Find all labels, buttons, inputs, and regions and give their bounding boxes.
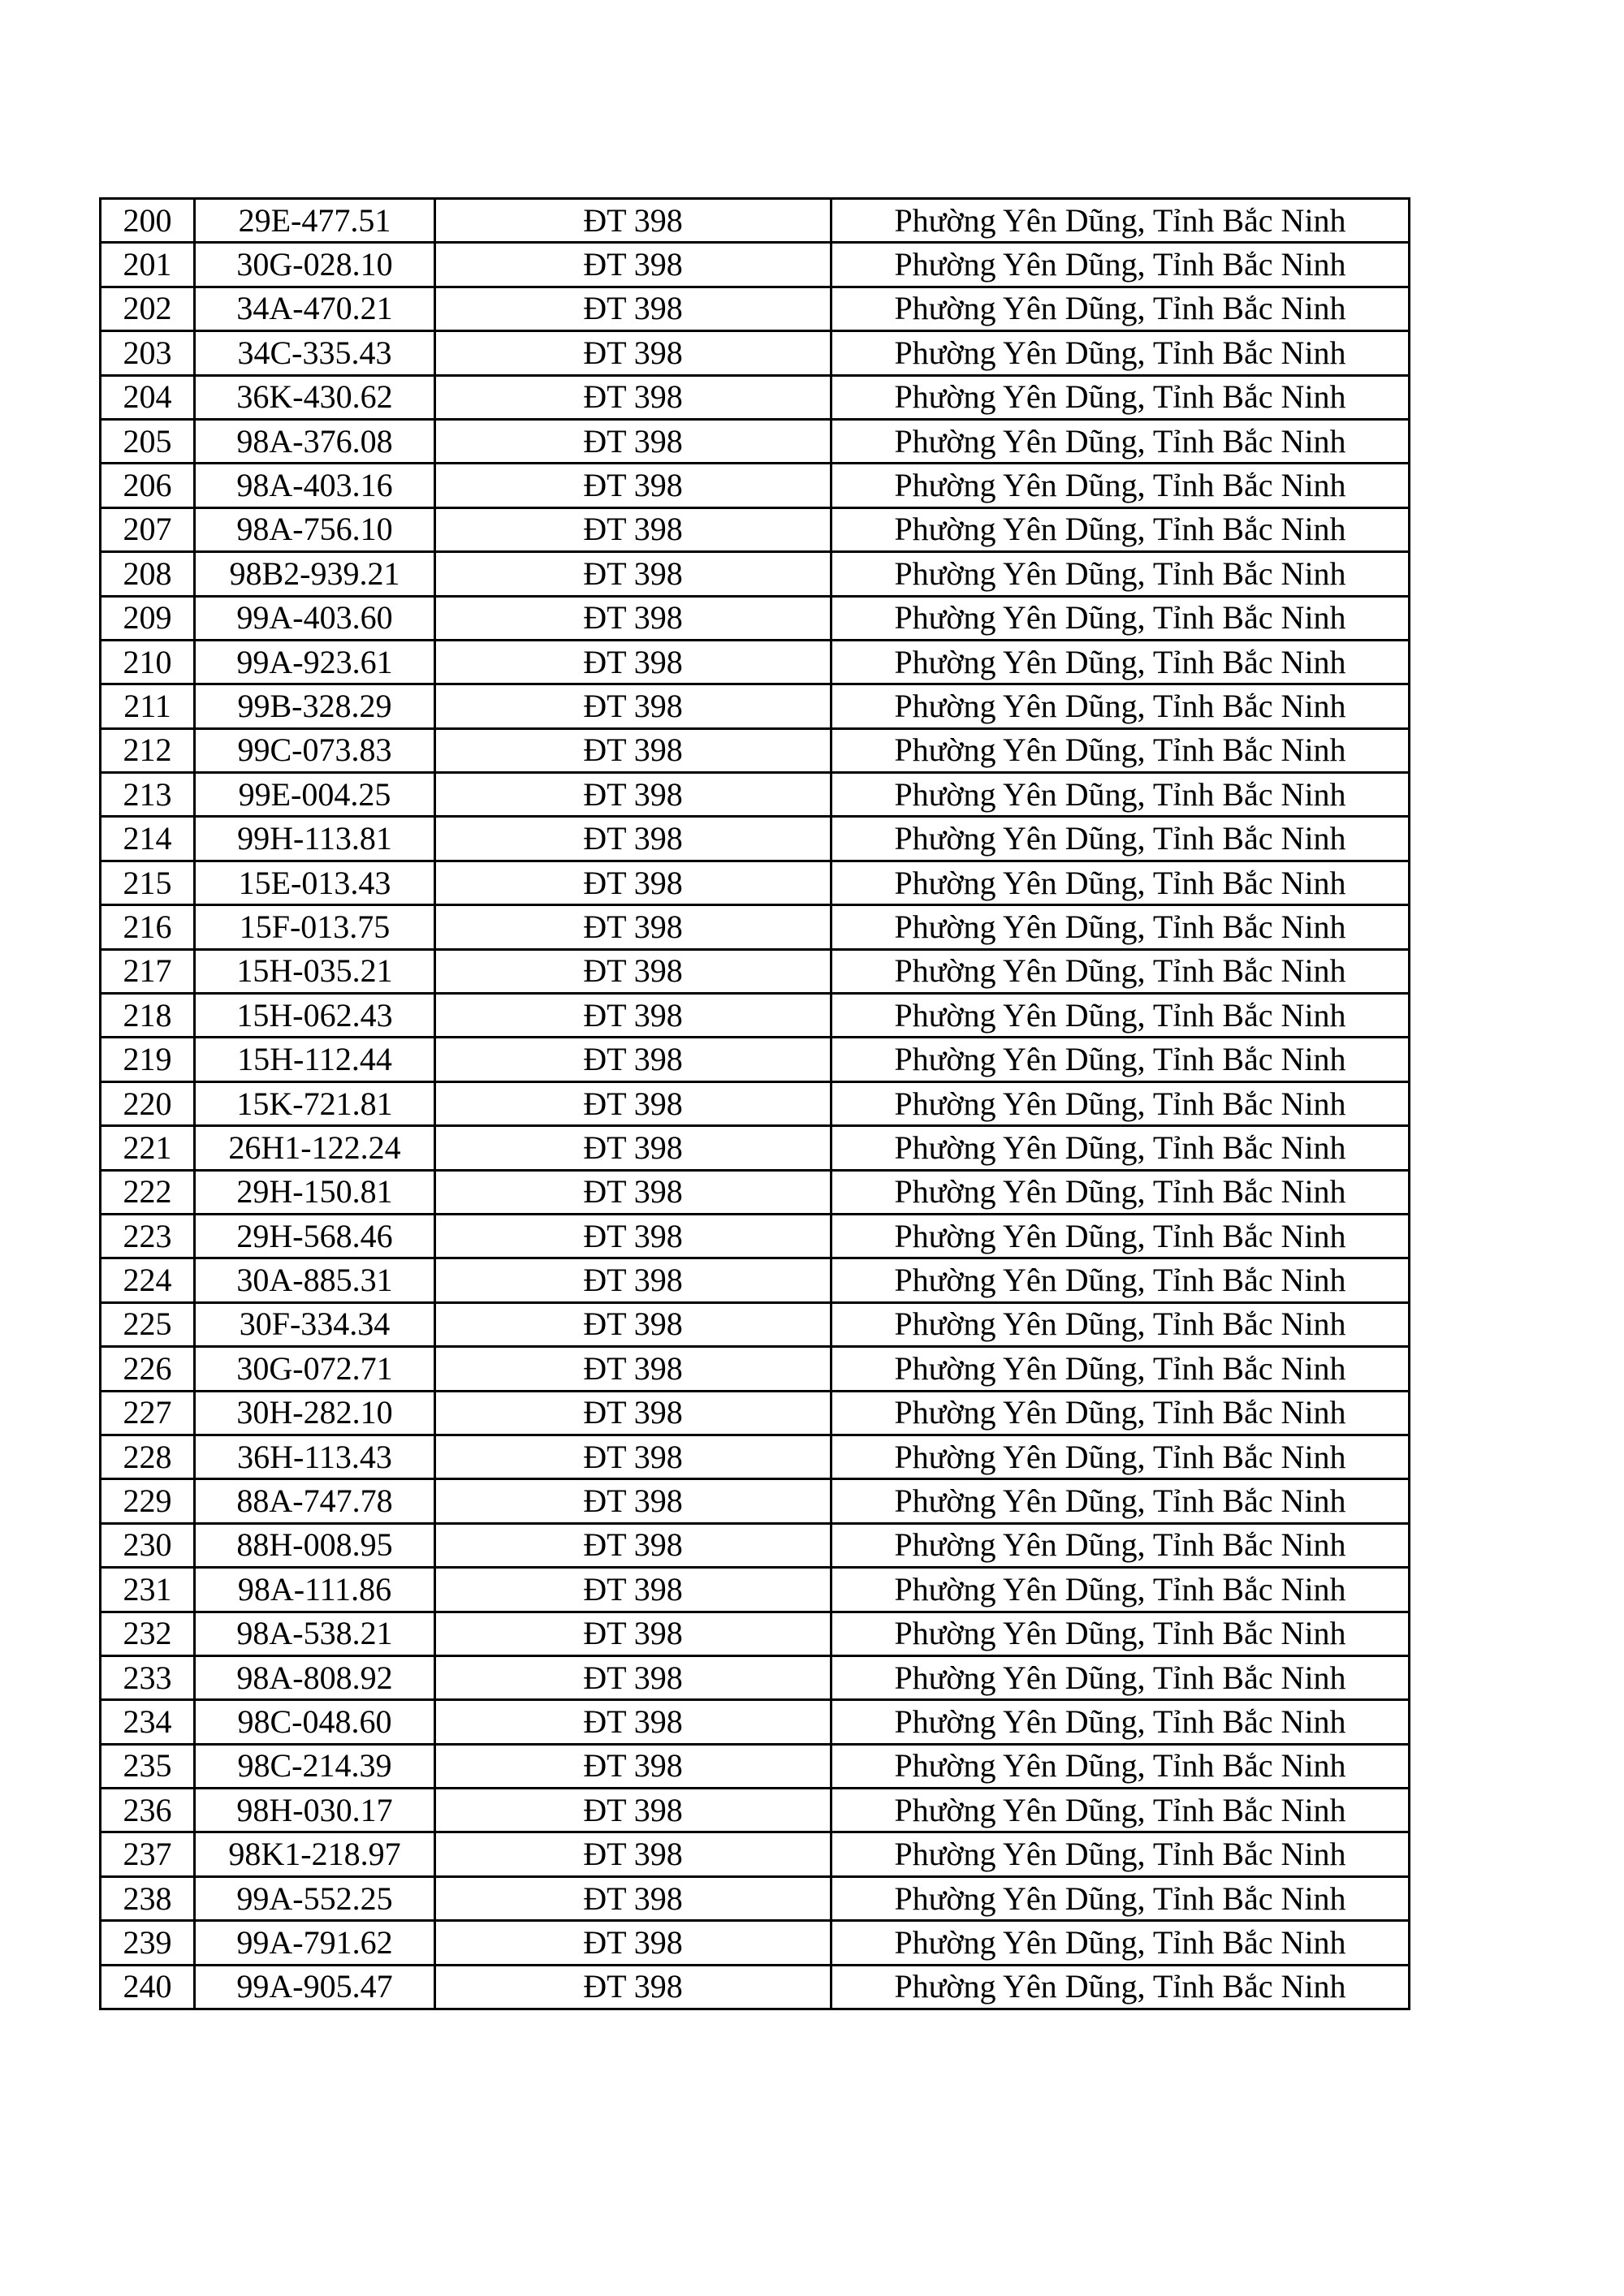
location-cell: Phường Yên Dũng, Tỉnh Bắc Ninh (831, 375, 1410, 419)
location-cell: Phường Yên Dũng, Tỉnh Bắc Ninh (831, 861, 1410, 904)
license-plate-cell: 34A-470.21 (195, 287, 435, 330)
table-row (101, 1081, 1410, 1125)
row-number-cell: 240 (101, 1965, 195, 2009)
road-cell: ĐT 398 (435, 1832, 831, 1876)
table-row (101, 552, 1410, 596)
row-number-cell: 215 (101, 861, 195, 904)
road-cell: ĐT 398 (435, 464, 831, 507)
table-row (101, 1523, 1410, 1567)
table-row (101, 1965, 1410, 2009)
road-cell: ĐT 398 (435, 1921, 831, 1965)
license-plate-cell: 26H1-122.24 (195, 1126, 435, 1170)
license-plate-cell: 88A-747.78 (195, 1479, 435, 1523)
table-row (101, 684, 1410, 728)
road-cell: ĐT 398 (435, 1744, 831, 1788)
table-row (101, 949, 1410, 993)
row-number-cell: 223 (101, 1214, 195, 1258)
location-cell: Phường Yên Dũng, Tỉnh Bắc Ninh (831, 1965, 1410, 2009)
location-cell: Phường Yên Dũng, Tỉnh Bắc Ninh (831, 243, 1410, 287)
road-cell: ĐT 398 (435, 1789, 831, 1832)
location-cell: Phường Yên Dũng, Tỉnh Bắc Ninh (831, 1832, 1410, 1876)
license-plate-cell: 30F-334.34 (195, 1302, 435, 1346)
table-row (101, 464, 1410, 507)
license-plate-cell: 29H-568.46 (195, 1214, 435, 1258)
license-plate-cell: 30A-885.31 (195, 1258, 435, 1302)
license-plate-cell: 15H-035.21 (195, 949, 435, 993)
license-plate-cell: 15K-721.81 (195, 1081, 435, 1125)
location-cell: Phường Yên Dũng, Tỉnh Bắc Ninh (831, 1391, 1410, 1435)
table-row (101, 1921, 1410, 1965)
row-number-cell: 231 (101, 1568, 195, 1612)
location-cell: Phường Yên Dũng, Tỉnh Bắc Ninh (831, 1479, 1410, 1523)
row-number-cell: 229 (101, 1479, 195, 1523)
table-row (101, 728, 1410, 772)
row-number-cell: 207 (101, 507, 195, 551)
license-plate-cell: 88H-008.95 (195, 1523, 435, 1567)
row-number-cell: 236 (101, 1789, 195, 1832)
table-row (101, 1568, 1410, 1612)
road-cell: ĐT 398 (435, 1347, 831, 1391)
row-number-cell: 228 (101, 1435, 195, 1478)
row-number-cell: 226 (101, 1347, 195, 1391)
table-row (101, 1612, 1410, 1655)
license-plate-cell: 30G-072.71 (195, 1347, 435, 1391)
location-cell: Phường Yên Dũng, Tỉnh Bắc Ninh (831, 905, 1410, 949)
location-cell: Phường Yên Dũng, Tỉnh Bắc Ninh (831, 1302, 1410, 1346)
row-number-cell: 239 (101, 1921, 195, 1965)
license-plate-cell: 36K-430.62 (195, 375, 435, 419)
license-plate-cell: 30G-028.10 (195, 243, 435, 287)
license-plate-cell: 15F-013.75 (195, 905, 435, 949)
road-cell: ĐT 398 (435, 1126, 831, 1170)
row-number-cell: 237 (101, 1832, 195, 1876)
location-cell: Phường Yên Dũng, Tỉnh Bắc Ninh (831, 1789, 1410, 1832)
license-plate-cell: 99A-552.25 (195, 1876, 435, 1920)
road-cell: ĐT 398 (435, 1302, 831, 1346)
road-cell: ĐT 398 (435, 949, 831, 993)
row-number-cell: 201 (101, 243, 195, 287)
row-number-cell: 200 (101, 199, 195, 243)
table-row (101, 596, 1410, 640)
location-cell: Phường Yên Dũng, Tỉnh Bắc Ninh (831, 287, 1410, 330)
row-number-cell: 233 (101, 1655, 195, 1699)
location-cell: Phường Yên Dũng, Tỉnh Bắc Ninh (831, 596, 1410, 640)
license-plate-cell: 99B-328.29 (195, 684, 435, 728)
table-row (101, 861, 1410, 904)
license-plate-cell: 99E-004.25 (195, 773, 435, 817)
location-cell: Phường Yên Dũng, Tỉnh Bắc Ninh (831, 1655, 1410, 1699)
license-plate-cell: 98A-376.08 (195, 419, 435, 463)
table-row (101, 1214, 1410, 1258)
table-row (101, 640, 1410, 684)
license-plate-cell: 99A-923.61 (195, 640, 435, 684)
road-cell: ĐT 398 (435, 861, 831, 904)
table-row (101, 905, 1410, 949)
location-cell: Phường Yên Dũng, Tỉnh Bắc Ninh (831, 1435, 1410, 1478)
table-row (101, 1744, 1410, 1788)
row-number-cell: 232 (101, 1612, 195, 1655)
table-row (101, 773, 1410, 817)
location-cell: Phường Yên Dũng, Tỉnh Bắc Ninh (831, 1081, 1410, 1125)
road-cell: ĐT 398 (435, 1214, 831, 1258)
row-number-cell: 206 (101, 464, 195, 507)
license-plate-cell: 98B2-939.21 (195, 552, 435, 596)
road-cell: ĐT 398 (435, 1081, 831, 1125)
table-row (101, 1700, 1410, 1744)
road-cell: ĐT 398 (435, 1612, 831, 1655)
table-row (101, 994, 1410, 1038)
license-plate-cell: 15H-062.43 (195, 994, 435, 1038)
records-table-body (101, 199, 1410, 2009)
table-row (101, 1435, 1410, 1478)
license-plate-cell: 15E-013.43 (195, 861, 435, 904)
table-row (101, 199, 1410, 243)
road-cell: ĐT 398 (435, 1038, 831, 1081)
table-row (101, 243, 1410, 287)
license-plate-cell: 98A-403.16 (195, 464, 435, 507)
row-number-cell: 224 (101, 1258, 195, 1302)
table-row (101, 1789, 1410, 1832)
location-cell: Phường Yên Dũng, Tỉnh Bắc Ninh (831, 1744, 1410, 1788)
location-cell: Phường Yên Dũng, Tỉnh Bắc Ninh (831, 1170, 1410, 1214)
location-cell: Phường Yên Dũng, Tỉnh Bắc Ninh (831, 507, 1410, 551)
table-row (101, 1170, 1410, 1214)
license-plate-cell: 98K1-218.97 (195, 1832, 435, 1876)
location-cell: Phường Yên Dũng, Tỉnh Bắc Ninh (831, 1568, 1410, 1612)
location-cell: Phường Yên Dũng, Tỉnh Bắc Ninh (831, 1126, 1410, 1170)
location-cell: Phường Yên Dũng, Tỉnh Bắc Ninh (831, 1038, 1410, 1081)
table-row (101, 817, 1410, 861)
road-cell: ĐT 398 (435, 552, 831, 596)
location-cell: Phường Yên Dũng, Tỉnh Bắc Ninh (831, 1258, 1410, 1302)
license-plate-cell: 29H-150.81 (195, 1170, 435, 1214)
license-plate-cell: 98A-538.21 (195, 1612, 435, 1655)
row-number-cell: 204 (101, 375, 195, 419)
license-plate-cell: 99C-073.83 (195, 728, 435, 772)
location-cell: Phường Yên Dũng, Tỉnh Bắc Ninh (831, 994, 1410, 1038)
road-cell: ĐT 398 (435, 1391, 831, 1435)
road-cell: ĐT 398 (435, 994, 831, 1038)
row-number-cell: 205 (101, 419, 195, 463)
table-row (101, 507, 1410, 551)
location-cell: Phường Yên Dũng, Tỉnh Bắc Ninh (831, 1347, 1410, 1391)
table-row (101, 1655, 1410, 1699)
license-plate-cell: 98H-030.17 (195, 1789, 435, 1832)
road-cell: ĐT 398 (435, 684, 831, 728)
vehicle-records-table (99, 197, 1410, 2010)
road-cell: ĐT 398 (435, 1435, 831, 1478)
location-cell: Phường Yên Dũng, Tỉnh Bắc Ninh (831, 1700, 1410, 1744)
row-number-cell: 235 (101, 1744, 195, 1788)
location-cell: Phường Yên Dũng, Tỉnh Bắc Ninh (831, 464, 1410, 507)
table-row (101, 1126, 1410, 1170)
row-number-cell: 210 (101, 640, 195, 684)
road-cell: ĐT 398 (435, 596, 831, 640)
location-cell: Phường Yên Dũng, Tỉnh Bắc Ninh (831, 1921, 1410, 1965)
location-cell: Phường Yên Dũng, Tỉnh Bắc Ninh (831, 684, 1410, 728)
location-cell: Phường Yên Dũng, Tỉnh Bắc Ninh (831, 199, 1410, 243)
road-cell: ĐT 398 (435, 773, 831, 817)
records-sheet (99, 197, 1408, 2010)
table-row (101, 1302, 1410, 1346)
license-plate-cell: 29E-477.51 (195, 199, 435, 243)
license-plate-cell: 99A-403.60 (195, 596, 435, 640)
row-number-cell: 214 (101, 817, 195, 861)
row-number-cell: 209 (101, 596, 195, 640)
license-plate-cell: 98A-111.86 (195, 1568, 435, 1612)
location-cell: Phường Yên Dũng, Tỉnh Bắc Ninh (831, 949, 1410, 993)
table-row (101, 1876, 1410, 1920)
table-row (101, 1038, 1410, 1081)
road-cell: ĐT 398 (435, 640, 831, 684)
row-number-cell: 202 (101, 287, 195, 330)
location-cell: Phường Yên Dũng, Tỉnh Bắc Ninh (831, 1876, 1410, 1920)
row-number-cell: 217 (101, 949, 195, 993)
license-plate-cell: 98C-048.60 (195, 1700, 435, 1744)
location-cell: Phường Yên Dũng, Tỉnh Bắc Ninh (831, 1612, 1410, 1655)
road-cell: ĐT 398 (435, 1479, 831, 1523)
row-number-cell: 218 (101, 994, 195, 1038)
row-number-cell: 208 (101, 552, 195, 596)
license-plate-cell: 99A-905.47 (195, 1965, 435, 2009)
location-cell: Phường Yên Dũng, Tỉnh Bắc Ninh (831, 1523, 1410, 1567)
license-plate-cell: 30H-282.10 (195, 1391, 435, 1435)
road-cell: ĐT 398 (435, 1655, 831, 1699)
road-cell: ĐT 398 (435, 507, 831, 551)
table-row (101, 1832, 1410, 1876)
row-number-cell: 222 (101, 1170, 195, 1214)
road-cell: ĐT 398 (435, 199, 831, 243)
row-number-cell: 227 (101, 1391, 195, 1435)
location-cell: Phường Yên Dũng, Tỉnh Bắc Ninh (831, 1214, 1410, 1258)
license-plate-cell: 98A-756.10 (195, 507, 435, 551)
row-number-cell: 221 (101, 1126, 195, 1170)
row-number-cell: 203 (101, 331, 195, 375)
row-number-cell: 213 (101, 773, 195, 817)
road-cell: ĐT 398 (435, 817, 831, 861)
road-cell: ĐT 398 (435, 287, 831, 330)
table-row (101, 375, 1410, 419)
road-cell: ĐT 398 (435, 419, 831, 463)
location-cell: Phường Yên Dũng, Tỉnh Bắc Ninh (831, 419, 1410, 463)
row-number-cell: 238 (101, 1876, 195, 1920)
table-row (101, 1258, 1410, 1302)
table-row (101, 419, 1410, 463)
road-cell: ĐT 398 (435, 1523, 831, 1567)
table-row (101, 331, 1410, 375)
license-plate-cell: 98A-808.92 (195, 1655, 435, 1699)
license-plate-cell: 99A-791.62 (195, 1921, 435, 1965)
row-number-cell: 216 (101, 905, 195, 949)
location-cell: Phường Yên Dũng, Tỉnh Bắc Ninh (831, 728, 1410, 772)
road-cell: ĐT 398 (435, 1568, 831, 1612)
road-cell: ĐT 398 (435, 1700, 831, 1744)
license-plate-cell: 98C-214.39 (195, 1744, 435, 1788)
location-cell: Phường Yên Dũng, Tỉnh Bắc Ninh (831, 773, 1410, 817)
location-cell: Phường Yên Dũng, Tỉnh Bắc Ninh (831, 331, 1410, 375)
row-number-cell: 220 (101, 1081, 195, 1125)
road-cell: ĐT 398 (435, 905, 831, 949)
license-plate-cell: 36H-113.43 (195, 1435, 435, 1478)
table-row (101, 1347, 1410, 1391)
road-cell: ĐT 398 (435, 728, 831, 772)
row-number-cell: 211 (101, 684, 195, 728)
table-row (101, 1391, 1410, 1435)
road-cell: ĐT 398 (435, 1170, 831, 1214)
road-cell: ĐT 398 (435, 1258, 831, 1302)
road-cell: ĐT 398 (435, 375, 831, 419)
location-cell: Phường Yên Dũng, Tỉnh Bắc Ninh (831, 552, 1410, 596)
road-cell: ĐT 398 (435, 1876, 831, 1920)
row-number-cell: 230 (101, 1523, 195, 1567)
license-plate-cell: 34C-335.43 (195, 331, 435, 375)
license-plate-cell: 99H-113.81 (195, 817, 435, 861)
table-row (101, 287, 1410, 330)
location-cell: Phường Yên Dũng, Tỉnh Bắc Ninh (831, 817, 1410, 861)
row-number-cell: 225 (101, 1302, 195, 1346)
license-plate-cell: 15H-112.44 (195, 1038, 435, 1081)
row-number-cell: 212 (101, 728, 195, 772)
location-cell: Phường Yên Dũng, Tỉnh Bắc Ninh (831, 640, 1410, 684)
road-cell: ĐT 398 (435, 1965, 831, 2009)
row-number-cell: 234 (101, 1700, 195, 1744)
road-cell: ĐT 398 (435, 243, 831, 287)
road-cell: ĐT 398 (435, 331, 831, 375)
row-number-cell: 219 (101, 1038, 195, 1081)
table-row (101, 1479, 1410, 1523)
